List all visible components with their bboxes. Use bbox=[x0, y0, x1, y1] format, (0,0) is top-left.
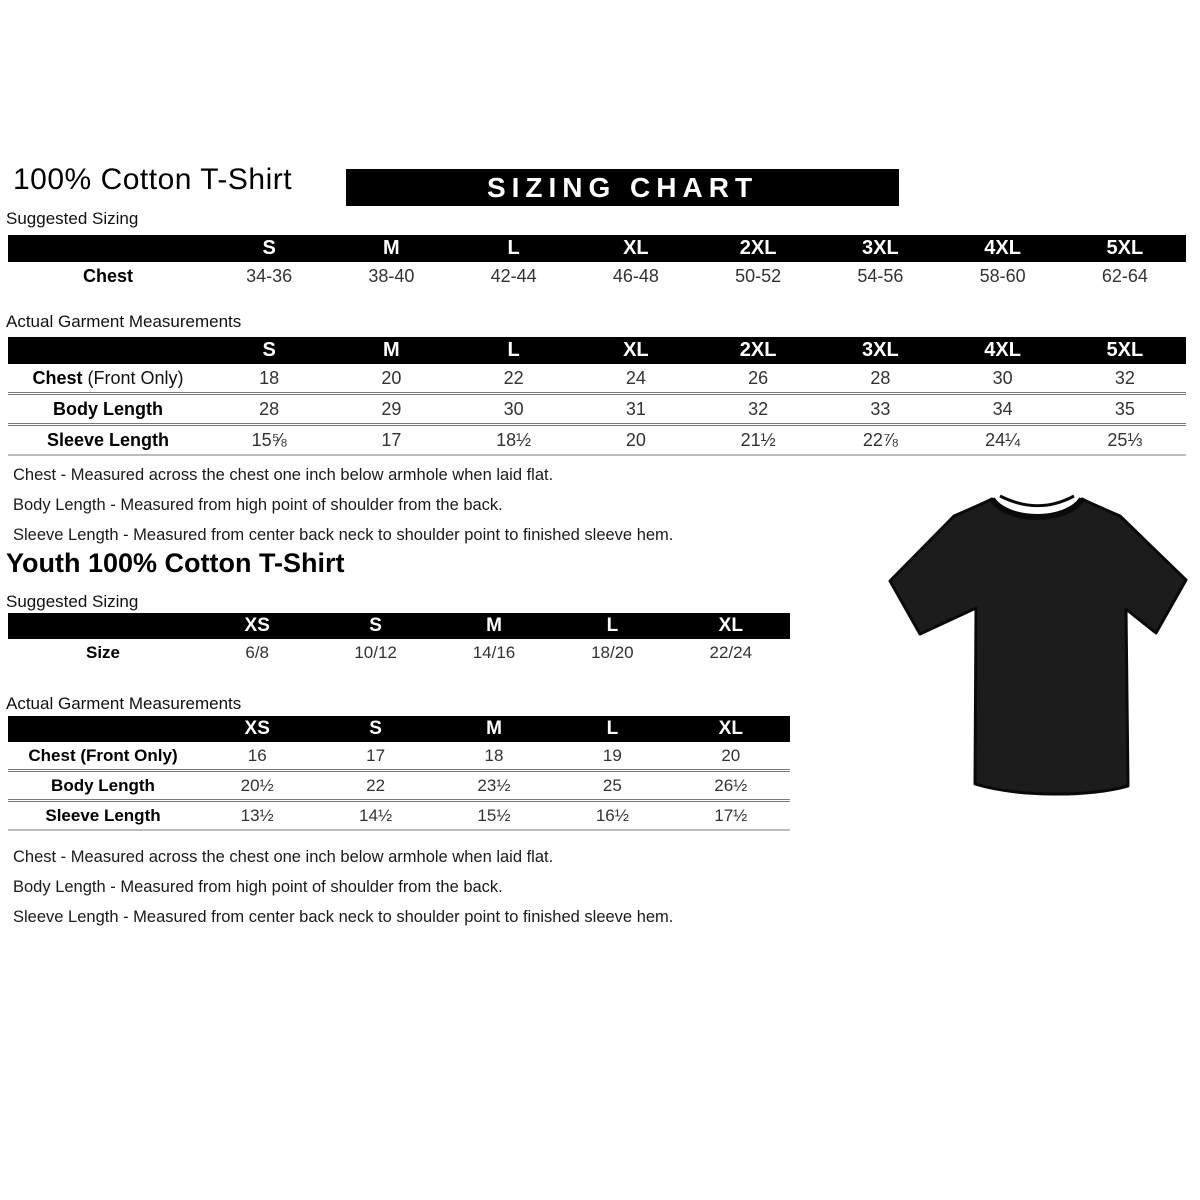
adult-suggested-sizing-table bbox=[8, 235, 1186, 290]
table-row bbox=[8, 742, 790, 771]
size-column-header: L bbox=[553, 613, 671, 639]
value-cell: 24 bbox=[625, 367, 646, 388]
table-row bbox=[8, 425, 1186, 456]
size-column-header: 3XL bbox=[819, 235, 941, 262]
adult-actual-measurements-table bbox=[8, 337, 1186, 456]
adult-suggested-sizing-label: Suggested Sizing bbox=[6, 209, 139, 228]
size-column-header: M bbox=[435, 716, 553, 742]
value-cell: 13½ bbox=[198, 801, 316, 831]
value-cell: 32 bbox=[1114, 367, 1135, 388]
label-column-header bbox=[8, 235, 208, 262]
size-column-header: S bbox=[316, 613, 434, 639]
value-cell: 18/20 bbox=[591, 642, 634, 662]
size-column-header: 2XL bbox=[697, 235, 819, 262]
label-column-header bbox=[8, 716, 198, 742]
size-column-header: 2XL bbox=[697, 337, 819, 364]
value-cell: 20 bbox=[381, 367, 402, 388]
table-row bbox=[8, 394, 1186, 425]
value-cell: 20 bbox=[721, 745, 741, 765]
value-cell: 34 bbox=[942, 394, 1064, 425]
value-cell: 17 bbox=[330, 425, 452, 456]
note-line: Chest - Measured across the chest one inch below armhole when laid flat. bbox=[13, 466, 554, 484]
value-cell: 21½ bbox=[697, 425, 819, 456]
table-row bbox=[8, 801, 790, 831]
value-cell: 30 bbox=[453, 394, 575, 425]
row-label: Chest (Front Only) bbox=[32, 367, 184, 388]
value-cell: 14/16 bbox=[472, 642, 516, 662]
value-cell: 22⅞ bbox=[819, 425, 941, 456]
value-cell: 32 bbox=[697, 394, 819, 425]
value-cell: 15½ bbox=[435, 801, 553, 831]
size-column-header: XS bbox=[198, 716, 316, 742]
table-row bbox=[8, 262, 1186, 290]
value-cell: 10/12 bbox=[354, 642, 397, 662]
row-label: Sleeve Length bbox=[8, 425, 208, 456]
note-line: Sleeve Length - Measured from center back neck to shoulder point to finished sleeve hem. bbox=[13, 526, 674, 544]
value-cell: 17 bbox=[366, 745, 386, 765]
value-cell: 22 bbox=[316, 771, 434, 801]
value-cell: 62-64 bbox=[1101, 265, 1148, 286]
sizing-chart-banner-text: SIZING CHART bbox=[486, 171, 759, 203]
adult-actual-measurements-label: Actual Garment Measurements bbox=[6, 312, 242, 331]
size-column-header: 5XL bbox=[1064, 235, 1186, 262]
size-column-header: M bbox=[330, 235, 452, 262]
youth-actual-measurements-table bbox=[8, 716, 790, 831]
value-cell: 35 bbox=[1064, 394, 1186, 425]
label-column-header bbox=[8, 613, 198, 639]
size-column-header: S bbox=[208, 337, 330, 364]
value-cell: 17½ bbox=[672, 801, 790, 831]
sizing-chart-banner bbox=[346, 169, 899, 206]
label-column-header bbox=[8, 337, 208, 364]
value-cell: 31 bbox=[575, 394, 697, 425]
tshirt-product-image bbox=[878, 466, 1200, 814]
youth-suggested-sizing-label: Suggested Sizing bbox=[6, 592, 139, 611]
value-cell: 28 bbox=[208, 394, 330, 425]
row-label: Body Length bbox=[8, 771, 198, 801]
value-cell: 25⅓ bbox=[1064, 425, 1186, 456]
value-cell: 19 bbox=[602, 745, 622, 765]
note-line: Body Length - Measured from high point of shoulder from the back. bbox=[13, 496, 503, 514]
value-cell: 16 bbox=[247, 745, 267, 765]
table-row bbox=[8, 639, 790, 666]
size-column-header: XL bbox=[672, 716, 790, 742]
note-line: Body Length - Measured from high point of shoulder from the back. bbox=[13, 878, 503, 896]
youth-measurement-notes bbox=[13, 842, 673, 932]
value-cell: 54-56 bbox=[857, 265, 904, 286]
page-title: 100% Cotton T-Shirt bbox=[13, 163, 293, 196]
value-cell: 22 bbox=[503, 367, 524, 388]
value-cell: 18 bbox=[259, 367, 280, 388]
size-column-header: 4XL bbox=[942, 235, 1064, 262]
value-cell: 20 bbox=[575, 425, 697, 456]
value-cell: 33 bbox=[819, 394, 941, 425]
value-cell: 58-60 bbox=[979, 265, 1026, 286]
value-cell: 42-44 bbox=[490, 265, 537, 286]
value-cell: 18 bbox=[484, 745, 504, 765]
note-line: Sleeve Length - Measured from center back neck to shoulder point to finished sleeve hem. bbox=[13, 908, 674, 926]
youth-title: Youth 100% Cotton T-Shirt bbox=[6, 548, 345, 578]
size-column-header: XL bbox=[575, 337, 697, 364]
value-cell: 22/24 bbox=[709, 642, 753, 662]
value-cell: 16½ bbox=[553, 801, 671, 831]
value-cell: 38-40 bbox=[368, 265, 415, 286]
value-cell: 15⅝ bbox=[208, 425, 330, 456]
value-cell: 26 bbox=[748, 367, 769, 388]
value-cell: 50-52 bbox=[735, 265, 782, 286]
value-cell: 24¼ bbox=[942, 425, 1064, 456]
value-cell: 25 bbox=[553, 771, 671, 801]
table-row bbox=[8, 771, 790, 801]
size-column-header: 3XL bbox=[819, 337, 941, 364]
size-column-header: L bbox=[553, 716, 671, 742]
black-tshirt-icon bbox=[878, 466, 1200, 814]
size-column-header: S bbox=[208, 235, 330, 262]
youth-suggested-sizing-table bbox=[8, 613, 790, 666]
value-cell: 34-36 bbox=[246, 265, 293, 286]
row-label: Chest bbox=[82, 265, 133, 286]
row-label: Body Length bbox=[8, 394, 208, 425]
row-label: Sleeve Length bbox=[8, 801, 198, 831]
value-cell: 28 bbox=[870, 367, 891, 388]
table-row bbox=[8, 364, 1186, 394]
value-cell: 29 bbox=[330, 394, 452, 425]
size-column-header: M bbox=[330, 337, 452, 364]
value-cell: 18½ bbox=[453, 425, 575, 456]
size-column-header: XL bbox=[575, 235, 697, 262]
value-cell: 6/8 bbox=[245, 642, 270, 662]
row-label: Size bbox=[85, 642, 121, 662]
value-cell: 46-48 bbox=[612, 265, 659, 286]
size-column-header: S bbox=[316, 716, 434, 742]
value-cell: 26½ bbox=[672, 771, 790, 801]
size-column-header: XS bbox=[198, 613, 316, 639]
adult-measurement-notes bbox=[13, 460, 673, 550]
row-label: Chest (Front Only) bbox=[28, 745, 178, 765]
note-line: Chest - Measured across the chest one inch below armhole when laid flat. bbox=[13, 848, 554, 866]
size-column-header: L bbox=[453, 337, 575, 364]
size-column-header: M bbox=[435, 613, 553, 639]
youth-actual-measurements-label: Actual Garment Measurements bbox=[6, 694, 242, 713]
value-cell: 14½ bbox=[316, 801, 434, 831]
size-column-header: 4XL bbox=[942, 337, 1064, 364]
value-cell: 20½ bbox=[198, 771, 316, 801]
size-column-header: 5XL bbox=[1064, 337, 1186, 364]
size-column-header: L bbox=[453, 235, 575, 262]
value-cell: 30 bbox=[992, 367, 1013, 388]
value-cell: 23½ bbox=[435, 771, 553, 801]
size-column-header: XL bbox=[672, 613, 790, 639]
